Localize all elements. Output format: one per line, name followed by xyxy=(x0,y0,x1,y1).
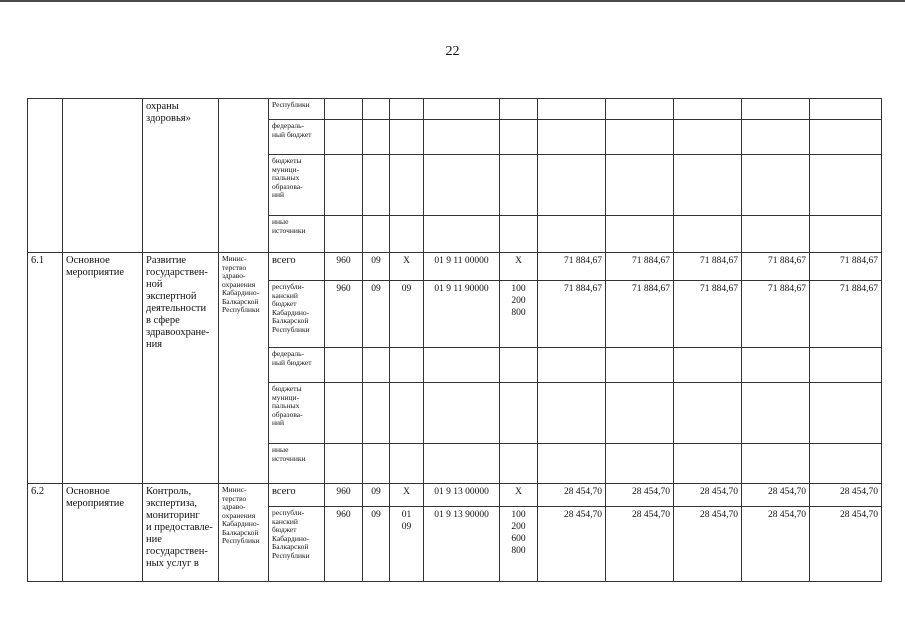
table-row xyxy=(28,253,882,281)
amount-year-3: 28 454,70 xyxy=(674,484,742,507)
grbs-code: 960 xyxy=(325,507,363,582)
funding-source: федераль- ный бюджет xyxy=(269,348,325,383)
amount-year-1: 71 884,67 xyxy=(538,281,606,348)
section-executor: Минис- терство здраво- охранения Кабардино- Балкарской Республики xyxy=(219,484,269,582)
amount-year-5: 71 884,67 xyxy=(810,281,882,348)
section-number: 6.2 xyxy=(28,484,63,582)
rz-code: 09 xyxy=(363,507,390,582)
funding-source: бюджеты муници- пальных образова- ний xyxy=(269,155,325,216)
executor-cell xyxy=(219,99,269,253)
vr-code: X xyxy=(500,253,538,281)
amount-year-2: 71 884,67 xyxy=(606,281,674,348)
grbs-code: 960 xyxy=(325,281,363,348)
rz-code: 09 xyxy=(363,253,390,281)
top-rule xyxy=(0,0,905,2)
vr-code: X xyxy=(500,484,538,507)
amount-year-4: 71 884,67 xyxy=(742,281,810,348)
amount-year-2: 71 884,67 xyxy=(606,253,674,281)
page-number: 22 xyxy=(445,44,460,59)
amount-year-1: 28 454,70 xyxy=(538,507,606,582)
funding-source: иные источники xyxy=(269,216,325,253)
section-number: 6.1 xyxy=(28,253,63,484)
section-type: Основное мероприятие xyxy=(63,484,143,582)
amount-year-2: 28 454,70 xyxy=(606,507,674,582)
amount-year-5: 71 884,67 xyxy=(810,253,882,281)
pr-code: X xyxy=(390,484,424,507)
grbs-code: 960 xyxy=(325,253,363,281)
pr-code: 09 xyxy=(390,281,424,348)
grbs-code: 960 xyxy=(325,484,363,507)
pr-code: 01 09 xyxy=(390,507,424,582)
amount-year-5: 28 454,70 xyxy=(810,484,882,507)
amount-year-2: 28 454,70 xyxy=(606,484,674,507)
section-executor: Минис- терство здраво- охранения Кабардино- Балкарской Республики xyxy=(219,253,269,484)
type-cell xyxy=(63,99,143,253)
amount-year-5: 28 454,70 xyxy=(810,507,882,582)
table-row xyxy=(28,99,882,120)
num-cell xyxy=(28,99,63,253)
amount-year-4: 28 454,70 xyxy=(742,484,810,507)
amount-year-4: 28 454,70 xyxy=(742,507,810,582)
amount-year-3: 71 884,67 xyxy=(674,253,742,281)
csr-code: 01 9 11 00000 xyxy=(424,253,500,281)
budget-table xyxy=(27,98,882,582)
funding-source: республи- канский бюджет Кабардино- Балкарской Республики xyxy=(269,507,325,582)
section-title: Развитие государствен- ной экспертной деятельности в сфере здравоохране- ния xyxy=(143,253,219,484)
funding-source: иные источники xyxy=(269,444,325,484)
amount-year-4: 71 884,67 xyxy=(742,253,810,281)
rz-code: 09 xyxy=(363,484,390,507)
amount-year-3: 28 454,70 xyxy=(674,507,742,582)
funding-source: всего xyxy=(269,253,325,281)
csr-code: 01 9 13 00000 xyxy=(424,484,500,507)
funding-source: всего xyxy=(269,484,325,507)
section-type: Основное мероприятие xyxy=(63,253,143,484)
funding-source: Республики xyxy=(269,99,325,120)
vr-code: 100 200 600 800 xyxy=(500,507,538,582)
pr-code: X xyxy=(390,253,424,281)
table-row xyxy=(28,484,882,507)
amount-year-3: 71 884,67 xyxy=(674,281,742,348)
vr-code: 100 200 800 xyxy=(500,281,538,348)
funding-source: бюджеты муници- пальных образова- ний xyxy=(269,383,325,444)
amount-year-1: 71 884,67 xyxy=(538,253,606,281)
funding-source: федераль- ный бюджет xyxy=(269,120,325,155)
funding-source: республи- канский бюджет Кабардино- Балкарской Республики xyxy=(269,281,325,348)
amount-year-1: 28 454,70 xyxy=(538,484,606,507)
section-title: Контроль, экспертиза, мониторинг и предоставле- ние государствен- ных услуг в xyxy=(143,484,219,582)
csr-code: 01 9 13 90000 xyxy=(424,507,500,582)
csr-code: 01 9 11 90000 xyxy=(424,281,500,348)
rz-code: 09 xyxy=(363,281,390,348)
event-title: охраны здоровья» xyxy=(143,99,219,253)
